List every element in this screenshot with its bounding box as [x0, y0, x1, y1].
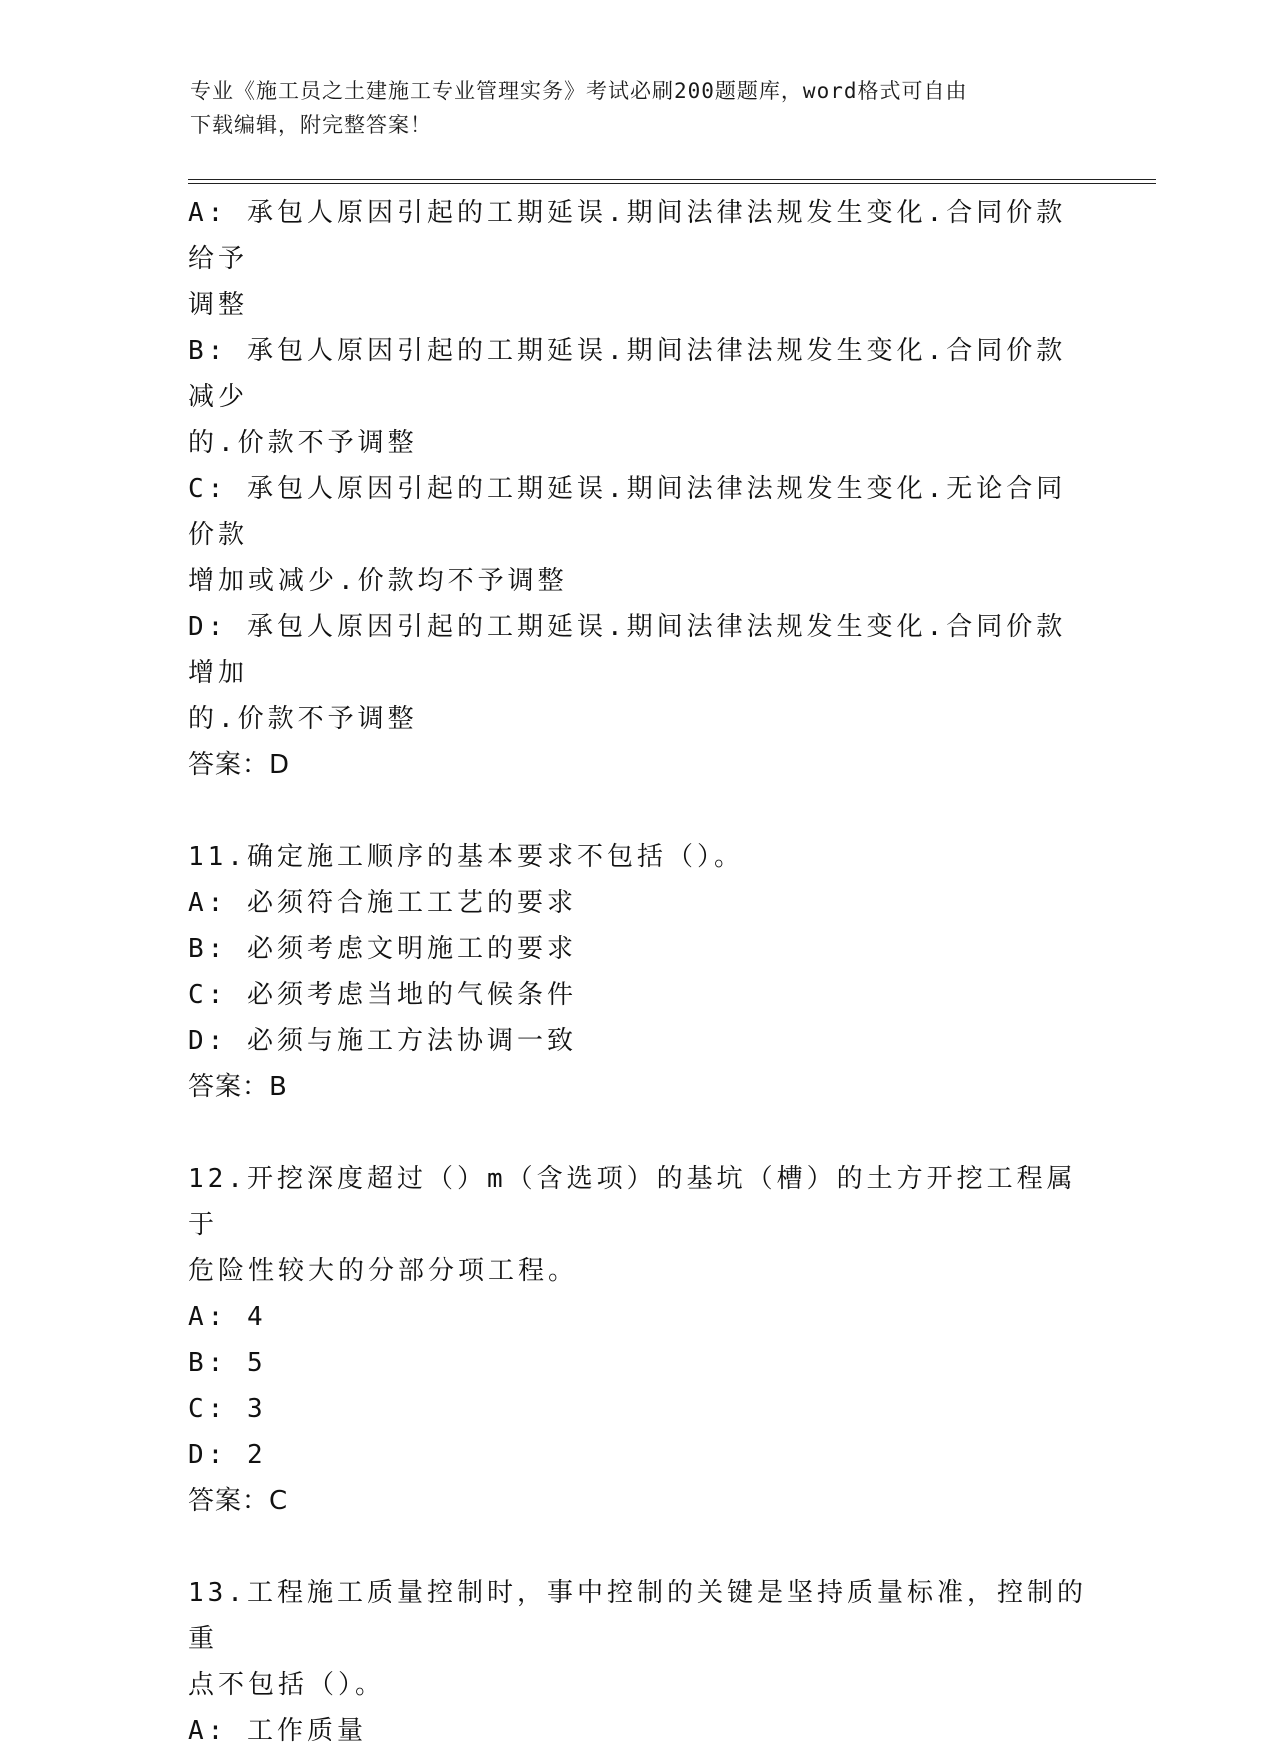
question-11-option-d: D: 必须与施工方法协调一致 — [188, 1026, 577, 1056]
question-12-stem-line-1: 12.开挖深度超过（）m（含选项）的基坑（槽）的土方开挖工程属于 — [188, 1164, 1077, 1240]
answer-prev: 答案：D — [188, 750, 291, 780]
spacer — [188, 1524, 1088, 1570]
question-11-stem: 11.确定施工顺序的基本要求不包括（）。 — [188, 842, 744, 872]
option-c-line-2: 增加或减少.价款均不予调整 — [188, 566, 568, 596]
question-12-option-a: A: 4 — [188, 1302, 267, 1332]
question-content — [188, 190, 1088, 1754]
question-12-stem-line-2: 危险性较大的分部分项工程。 — [188, 1256, 579, 1286]
question-13-stem-line-2: 点不包括（）。 — [188, 1670, 386, 1700]
option-b-line-1: B: 承包人原因引起的工期延误.期间法律法规发生变化.合同价款减少 — [188, 336, 1067, 412]
question-12-option-d: D: 2 — [188, 1440, 267, 1470]
option-c-line-1: C: 承包人原因引起的工期延误.期间法律法规发生变化.无论合同价款 — [188, 474, 1067, 550]
question-13-stem-line-1: 13.工程施工质量控制时，事中控制的关键是坚持质量标准，控制的重 — [188, 1578, 1087, 1654]
question-11-option-a: A: 必须符合施工工艺的要求 — [188, 888, 577, 918]
header-line-2: 下载编辑，附完整答案！ — [190, 113, 432, 137]
question-11-answer: 答案：B — [188, 1072, 288, 1102]
header-divider — [188, 179, 1156, 184]
question-12-answer: 答案：C — [188, 1486, 289, 1516]
question-11-option-c: C: 必须考虑当地的气候条件 — [188, 980, 577, 1010]
option-b-line-2: 的.价款不予调整 — [188, 428, 418, 458]
spacer — [188, 788, 1088, 834]
document-header — [190, 74, 1090, 142]
question-11-option-b: B: 必须考虑文明施工的要求 — [188, 934, 577, 964]
option-a-line-2: 调整 — [188, 290, 249, 320]
option-d-line-1: D: 承包人原因引起的工期延误.期间法律法规发生变化.合同价款增加 — [188, 612, 1067, 688]
question-12-option-c: C: 3 — [188, 1394, 267, 1424]
option-a-line-1: A: 承包人原因引起的工期延误.期间法律法规发生变化.合同价款给予 — [188, 198, 1067, 274]
option-d-line-2: 的.价款不予调整 — [188, 704, 418, 734]
question-13-option-a: A: 工作质量 — [188, 1716, 367, 1746]
spacer — [188, 1110, 1088, 1156]
header-line-1: 专业《施工员之土建施工专业管理实务》考试必刷200题题库，word格式可自由 — [190, 79, 968, 103]
question-12-option-b: B: 5 — [188, 1348, 267, 1378]
